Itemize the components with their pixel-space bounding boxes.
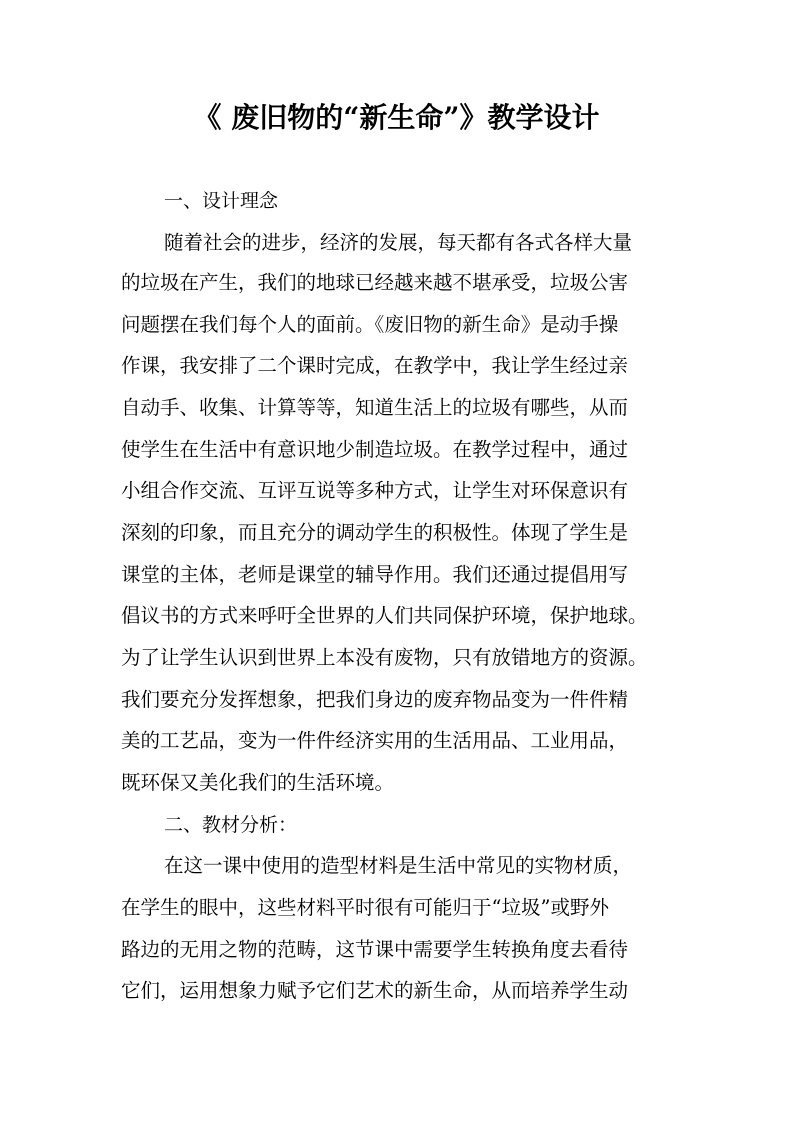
paragraph-line: 美的工艺品，变为一件件经济实用的生活用品、工业用品，	[121, 729, 629, 752]
paragraph-line: 自动手、收集、计算等等，知道生活上的垃圾有哪些，从而	[121, 396, 629, 419]
paragraph-line: 课堂的主体，老师是课堂的辅导作用。我们还通过提倡用写	[121, 563, 629, 586]
paragraph-line: 我们要充分发挥想象，把我们身边的废弃物品变为一件件精	[121, 688, 629, 711]
paragraph-line: 在学生的眼中，这些材料平时很有可能归于“垃圾”或野外	[121, 896, 609, 919]
paragraph-line: 路边的无用之物的范畴，这节课中需要学生转换角度去看待	[121, 938, 629, 961]
paragraph-line: 作课，我安排了二个课时完成，在教学中，我让学生经过亲	[121, 354, 629, 377]
section-heading-textbook-analysis: 二、教材分析：	[164, 814, 298, 836]
paragraph-line: 既环保又美化我们的生活环境。	[121, 771, 395, 794]
paragraph-line: 随着社会的进步，经济的发展，每天都有各式各样大量	[164, 231, 633, 254]
paragraph-line: 为了让学生认识到世界上本没有废物，只有放错地方的资源。	[121, 646, 648, 669]
paragraph-line: 在这一课中使用的造型材料是生活中常见的实物材质，	[164, 854, 633, 877]
paragraph-line: 深刻的印象，而且充分的调动学生的积极性。体现了学生是	[121, 521, 629, 544]
paragraph-line: 它们，运用想象力赋予它们艺术的新生命，从而培养学生动	[121, 979, 629, 1002]
paragraph-line: 使学生在生活中有意识地少制造垃圾。在教学过程中，通过	[121, 438, 629, 461]
paragraph-line: 的垃圾在产生，我们的地球已经越来越不堪承受，垃圾公害	[121, 271, 629, 294]
section-heading-design-concept: 一、设计理念	[164, 190, 279, 212]
document-title: 《 废旧物的“新生命”》教学设计	[193, 101, 600, 134]
paragraph-line: 小组合作交流、互评互说等多种方式，让学生对环保意识有	[121, 479, 629, 502]
paragraph-line: 问题摆在我们每个人的面前。《废旧物的新生命》是动手操	[121, 313, 619, 336]
paragraph-line: 倡议书的方式来呼吁全世界的人们共同保护环境，保护地球。	[121, 604, 648, 627]
